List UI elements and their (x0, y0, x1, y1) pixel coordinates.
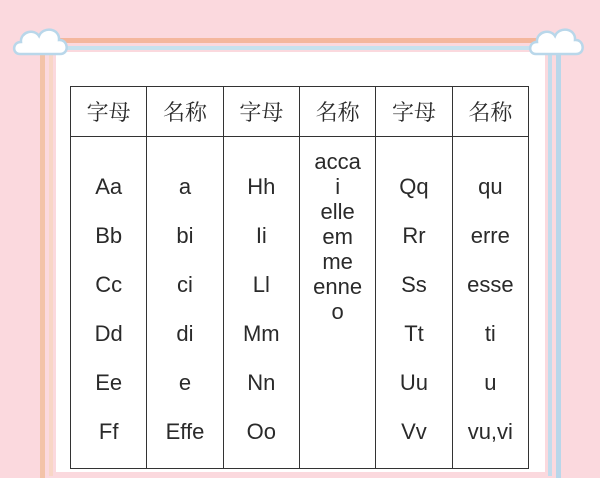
name-column (452, 137, 528, 469)
header-cell: 字母 (71, 87, 147, 137)
name-cell: ci (177, 272, 193, 297)
name-cell: vu,vi (467, 419, 513, 444)
letter-cell: Rr (402, 223, 426, 248)
name-column (147, 137, 223, 469)
cloud-icon (10, 20, 72, 60)
name-cell: enne (313, 274, 363, 299)
header-cell: 名称 (147, 87, 223, 137)
letter-cell: Ff (98, 419, 119, 444)
cloud-icon (526, 20, 588, 60)
letter-column (376, 137, 452, 469)
name-cell: di (176, 321, 194, 346)
letter-cell: Qq (399, 174, 429, 199)
letter-cell: Uu (399, 370, 429, 395)
name-cell: Effe (165, 419, 205, 444)
name-cell: me (322, 249, 353, 274)
name-cell: em (322, 224, 353, 249)
name-cell: esse (467, 272, 514, 297)
letter-cell: Vv (401, 419, 427, 444)
alphabet-table (70, 86, 529, 469)
name-cell: u (484, 370, 497, 395)
name-cell: ti (484, 321, 496, 346)
letter-cell: Dd (94, 321, 123, 346)
header-cell: 名称 (299, 87, 375, 137)
letter-cell: Tt (404, 321, 424, 346)
letter-cell: Hh (247, 174, 276, 199)
letter-cell: Ss (401, 272, 427, 297)
letter-cell: Cc (95, 272, 123, 297)
name-cell: acca (314, 149, 361, 174)
header-cell: 字母 (223, 87, 299, 137)
letter-cell: Aa (95, 174, 123, 199)
letter-column (71, 137, 147, 469)
name-cell: bi (176, 223, 194, 248)
letter-cell: Mm (242, 321, 280, 346)
name-column (299, 137, 375, 469)
name-cell: i (335, 174, 341, 199)
letter-cell: Ii (255, 223, 267, 248)
table-row (71, 137, 529, 469)
name-cell: e (178, 370, 192, 395)
name-cell: elle (320, 199, 355, 224)
letter-cell: Oo (246, 419, 276, 444)
letter-cell: Bb (95, 223, 123, 248)
letter-column (223, 137, 299, 469)
letter-cell: Ee (95, 370, 123, 395)
name-cell: erre (470, 223, 510, 248)
header-row (71, 87, 529, 137)
letter-cell: Nn (247, 370, 276, 395)
letter-cell: Ll (252, 272, 270, 297)
name-cell: qu (478, 174, 503, 199)
header-cell: 字母 (376, 87, 452, 137)
name-cell: a (178, 174, 192, 199)
header-cell: 名称 (452, 87, 528, 137)
name-cell: o (331, 299, 344, 324)
